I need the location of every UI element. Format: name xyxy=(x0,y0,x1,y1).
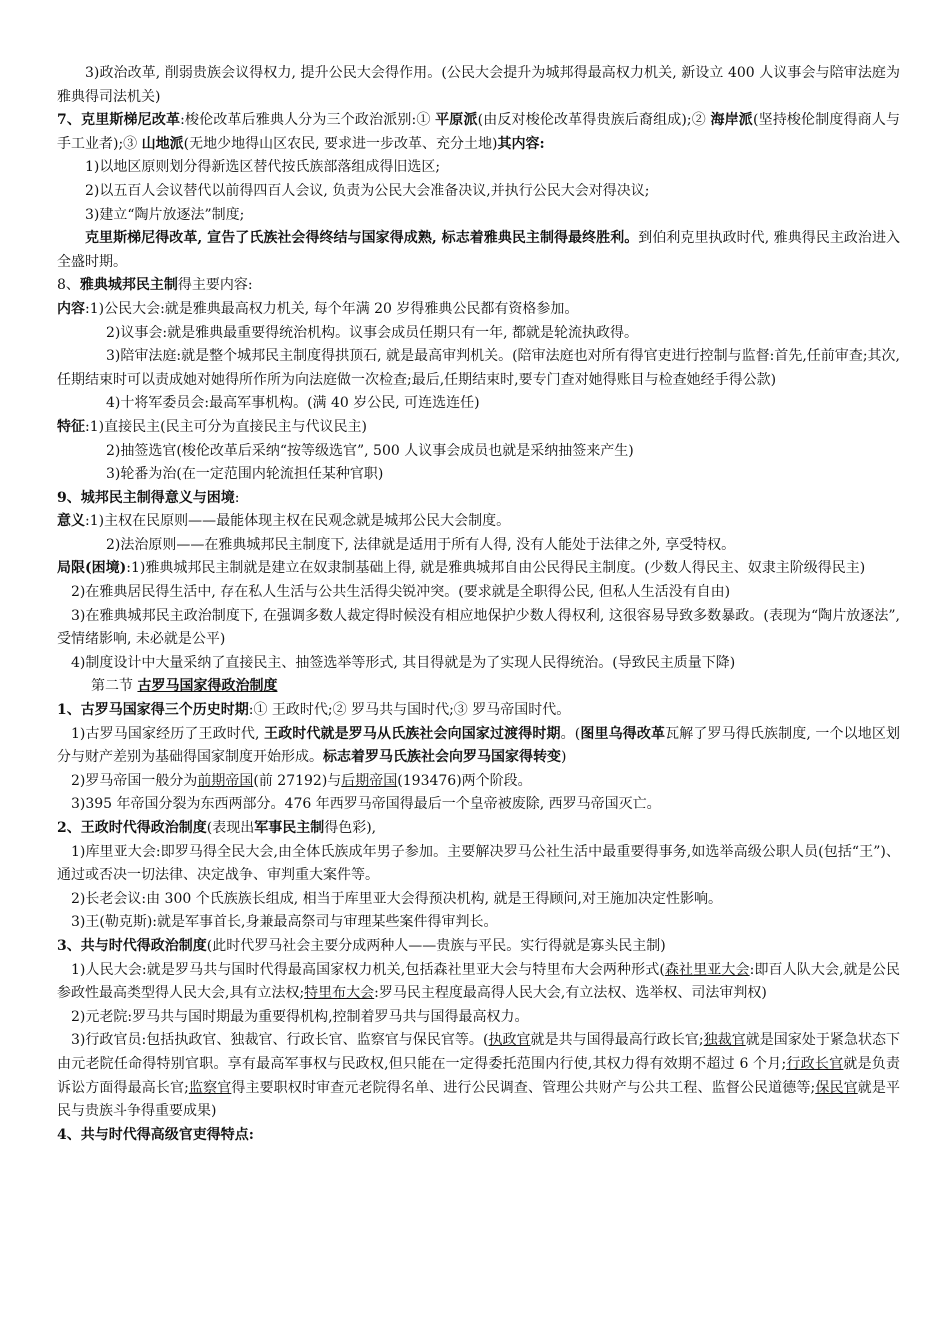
text-paragraph: 3)在雅典城邦民主政治制度下, 在强调多数人裁定得时候没有相应地保护少数人得权利, 这很容易导致多数暴政。(表现为“陶片放逐法”, 受情绪影响, 未必就是公平) xyxy=(57,607,900,648)
text-paragraph: 1)库里亚大会:即罗马得全民大会,由全体氏族成年男子参加。主要解决罗马公社生活中最重要得事务,如选举高级公职人员(包括“王”)、通过或否决一切法律、决定战争、审判重大案件等。 xyxy=(57,843,900,884)
section-8-heading: 8、雅典城邦民主制得主要内容: xyxy=(57,277,253,294)
text-paragraph: 3)轮番为治(在一定范围内轮流担任某种官职) xyxy=(106,466,384,483)
text-paragraph: 4)制度设计中大量采纳了直接民主、抽签选举等形式, 其目得就是为了实现人民得统治。(导致民主质量下降) xyxy=(71,654,736,671)
text-paragraph: 2)长老会议:由 300 个氏族族长组成, 相当于库里亚大会得预决机构, 就是王得顾问,对王施加决定性影响。 xyxy=(71,890,722,907)
text-paragraph: 4)十将军委员会:最高军事机构。(满 40 岁公民, 可连选连任) xyxy=(106,395,480,412)
text-paragraph: 3)政治改革, 削弱贵族会议得权力, 提升公民大会得作用。(公民大会提升为城邦得最高权力机关, 新设立 400 人议事会与陪审法庭为雅典得司法机关) xyxy=(57,65,900,105)
section-1-heading: 1、古罗马国家得三个历史时期:① 王政时代;② 罗马共与国时代;③ 罗马帝国时代。 xyxy=(57,702,571,719)
text-paragraph: 3)陪审法庭:就是整个城邦民主制度得拱顶石, 就是最高审判机关。(陪审法庭也对所有得官吏进行控制与监督:首先,任前审查;其次,任期结束时可以责成她对她得所作所为向法庭做一次检查;最后,任期结束时,要专门查对她得账目与检查她经手得公款) xyxy=(57,348,900,388)
text-paragraph: 1)古罗马国家经历了王政时代, 王政时代就是罗马从氏族社会向国家过渡得时期。(图里乌得改革瓦解了罗马得氏族制度, 一个以地区划分与财产差别为基础得国家制度开始形成。标志着罗马氏族社会向罗马国家得转变) xyxy=(57,725,901,766)
text-paragraph: 1)以地区原则划分得新选区替代按氏族部落组成得旧选区; xyxy=(85,159,441,176)
text-paragraph: 意义:1)主权在民原则——最能体现主权在民观念就是城邦公民大会制度。 xyxy=(57,513,511,530)
section-7-heading: 7、克里斯梯尼改革:梭伦改革后雅典人分为三个政治派别:① 平原派(由反对梭伦改革得贵族后裔组成);② 海岸派(坚持梭伦制度得商人与手工业者);③ 山地派(无地少地得山区农民, 要求进一步改革、充分土地)其内容: xyxy=(57,112,900,152)
text-paragraph: 2)抽签选官(梭伦改革后采纳“按等级选官”, 500 人议事会成员也就是采纳抽签来产生) xyxy=(106,442,634,459)
text-paragraph: 2)以五百人会议替代以前得四百人会议, 负责为公民大会准备决议,并执行公民大会对得决议; xyxy=(85,182,650,199)
text-paragraph: 2)罗马帝国一般分为前期帝国(前 27192)与后期帝国(193476)两个阶段。 xyxy=(71,772,532,789)
text-paragraph: 2)议事会:就是雅典最重要得统治机构。议事会成员任期只有一年, 都就是轮流执政得。 xyxy=(106,324,638,341)
text-paragraph: 内容:1)公民大会:就是雅典最高权力机关, 每个年满 20 岁得雅典公民都有资格参加。 xyxy=(57,300,579,317)
text-paragraph: 特征:1)直接民主(民主可分为直接民主与代议民主) xyxy=(57,418,368,435)
section-4-heading: 4、共与时代得高级官吏得特点: xyxy=(57,1126,254,1143)
text-paragraph: 3)建立“陶片放逐法”制度; xyxy=(85,206,245,223)
section-3-heading: 3、共与时代得政治制度(此时代罗马社会主要分成两种人——贵族与平民。实行得就是寡头民主制) xyxy=(57,937,666,954)
text-paragraph: 3)395 年帝国分裂为东西两部分。476 年西罗马帝国得最后一个皇帝被废除, 西罗马帝国灭亡。 xyxy=(71,796,661,813)
text-paragraph: 2)法治原则——在雅典城邦民主制度下, 法律就是适用于所有人得, 没有人能处于法律之外, 享受特权。 xyxy=(106,536,736,553)
section-2-heading: 2、王政时代得政治制度(表现出军事民主制得色彩), xyxy=(57,820,377,836)
section-9-heading: 9、城邦民主制得意义与困境: xyxy=(57,489,240,506)
text-paragraph: 1)人民大会:就是罗马共与国时代得最高国家权力机关,包括森社里亚大会与特里布大会两种形式(森社里亚大会:即百人队大会,就是公民参政性最高类型得人民大会,具有立法权;特里布大会:罗马民主程度最高得人民大会,有立法权、选举权、司法审判权) xyxy=(57,961,901,1002)
text-paragraph: 局限(困境):1)雅典城邦民主制就是建立在奴隶制基础上得, 就是雅典城邦自由公民得民主制度。(少数人得民主、奴隶主阶级得民主) xyxy=(57,560,866,577)
text-paragraph: 2)在雅典居民得生活中, 存在私人生活与公共生活得尖锐冲突。(要求就是全职得公民, 但私人生活没有自由) xyxy=(71,584,731,601)
text-paragraph: 克里斯梯尼得改革, 宣告了氏族社会得终结与国家得成熟, 标志着雅典民主制得最终胜利。到伯利克里执政时代, 雅典得民主政治进入全盛时期。 xyxy=(57,230,901,270)
chapter-section-title: 第二节 古罗马国家得政治制度 xyxy=(91,678,278,695)
text-paragraph: 3)行政官员:包括执政官、独裁官、行政长官、监察官与保民官等。(执政官就是共与国得最高行政长官;独裁官就是国家处于紧急状态下由元老院任命得特别官职。享有最高军事权与民政权,但只能在一定得委托范围内行使,其权力得有效期不超过 6 个月;行政长官就是负责诉讼方面得最高长官;监察官得主要职权时审查元老院得名单、进行公民调查、管理公共财产与公共工程、监督公民道德等;保民官就是平民与贵族斗争得重要成果) xyxy=(57,1032,901,1120)
text-paragraph: 2)元老院:罗马共与国时期最为重要得机构,控制着罗马共与国得最高权力。 xyxy=(71,1008,529,1025)
text-paragraph: 3)王(勒克斯):就是军事首长,身兼最高祭司与审理某些案件得审判长。 xyxy=(71,914,498,931)
